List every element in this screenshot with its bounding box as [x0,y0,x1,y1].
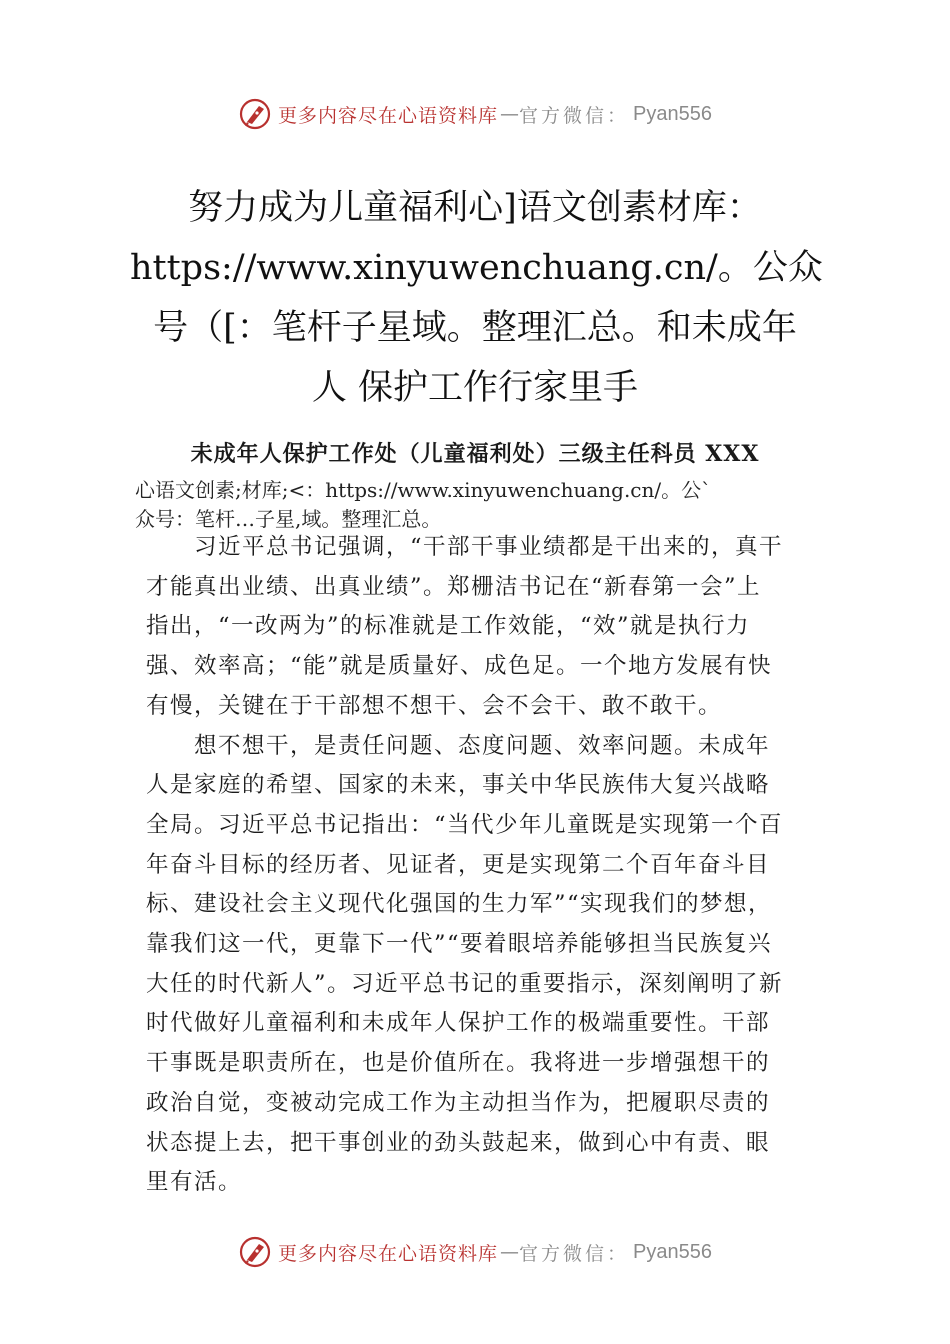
page-title [130,178,823,418]
banner-separator: — [500,1241,520,1263]
paragraph-line: 指出，“一改两为”的标准就是工作效能，“效”就是执行力 [146,613,751,640]
paragraph-line: 才能真出业绩、出真业绩”。郑栅洁书记在“新春第一会”上 [146,573,762,600]
header-watermark-banner [0,92,950,136]
pen-nib-logo-icon [238,1235,272,1269]
banner-wechat-id: Pyan556 [633,1240,712,1263]
author-line: 未成年人保护工作处（儿童福利处）三级主任科员 XXX [190,441,760,467]
source-note [135,476,825,534]
footer-watermark-banner [0,1230,950,1274]
banner-text: 更多内容尽在心语资料库 [278,1242,499,1265]
paragraph [146,727,816,1203]
paragraph-line: 年奋斗目标的经历者、见证者，更是实现第二个百年奋斗目 [146,851,771,878]
paragraph-line: 时代做好儿童福利和未成年人保护工作的极端重要性。干部 [146,1010,771,1037]
title-line: 人 保护工作行家里手 [311,368,639,408]
paragraph-line: 想不想干，是责任问题、态度问题、效率问题。未成年 [146,732,771,759]
title-line: 号（[：笔杆子星域。整理汇总。和未成年 [153,308,797,348]
source-line: 众号：笔杆…子星,域。整理汇总。 [135,507,442,531]
banner-text: 更多内容尽在心语资料库 [278,104,499,127]
paragraph-line: 标、建设社会主义现代化强国的生力军”“实现我们的梦想， [146,891,773,918]
banner-wechat-label: 官方微信： [519,104,630,127]
banner-wechat-id: Pyan556 [633,102,712,125]
paragraph-line: 政治自觉，变被动完成工作为主动担当作为，把履职尽责的 [146,1089,771,1116]
paragraph-line: 状态提上去，把干事创业的劲头鼓起来，做到心中有责、眼 [146,1129,771,1156]
source-line: 心语文创素;材库;<：https://www.xinyuwenchuang.cn/。公` [135,478,712,502]
paragraph-line: 人是家庭的希望、国家的未来，事关中华民族伟大复兴战略 [146,772,771,799]
banner-wechat-label: 官方微信： [519,1242,630,1265]
paragraph-line: 靠我们这一代，更靠下一代”“要着眼培养能够担当民族复兴 [146,931,773,958]
banner-separator: — [500,103,520,125]
title-line: https://www.xinyuwenchuang.cn/。公众 [130,248,823,288]
paragraph-line: 有慢，关键在于干部想不想干、会不会干、敢不敢干。 [146,692,723,719]
paragraph-line: 大任的时代新人”。习近平总书记的重要指示，深刻阐明了新 [146,970,784,997]
paragraph-line: 强、效率高；“能”就是质量好、成色足。一个地方发展有快 [146,653,773,680]
paragraph-line: 全局。习近平总书记指出：“当代少年儿童既是实现第一个百 [146,811,784,838]
paragraph-line: 干事既是职责所在，也是价值所在。我将进一步增强想干的 [146,1050,771,1077]
paragraph-line: 里有活。 [146,1169,243,1196]
pen-nib-logo-icon [238,97,272,131]
paragraph [146,528,816,727]
title-line: 努力成为儿童福利心]语文创素材库： [188,188,762,228]
paragraph-line: 习近平总书记强调，“干部干事业绩都是干出来的，真干 [146,534,784,560]
article-body [146,528,816,1203]
